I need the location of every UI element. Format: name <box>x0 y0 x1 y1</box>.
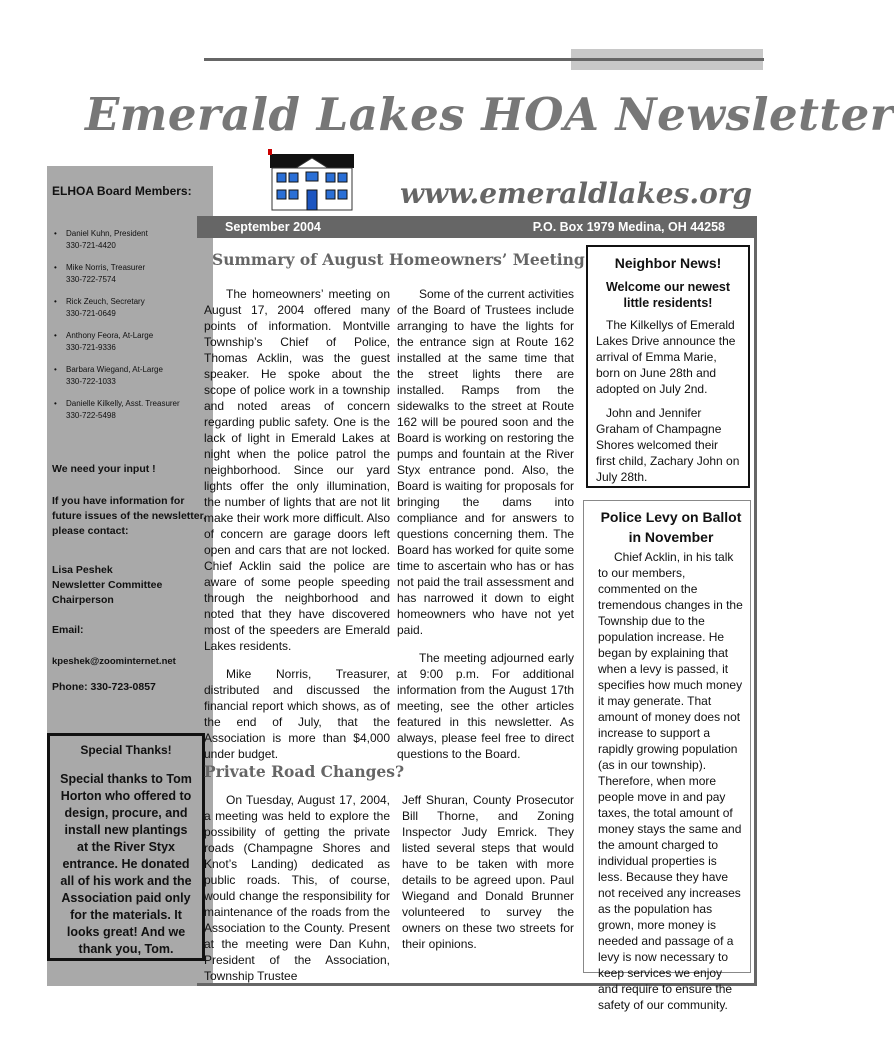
thanks-title: Special Thanks! <box>80 743 172 757</box>
email-label: Email: <box>52 624 84 636</box>
member-item: • Mike Norris, Treasurer 330-722-7574 <box>52 262 212 286</box>
meeting-heading: Summary of August Homeowners’ Meeting <box>212 250 585 269</box>
issue-date: September 2004 <box>225 220 321 234</box>
member-item: • Rick Zeuch, Secretary 330-721-0649 <box>52 296 212 320</box>
input-text: If you have information for future issues of the newsletter, please contact: <box>52 495 207 537</box>
roads-col-2: Jeff Shuran, County Prosecutor Bill Thorne, and Zoning Inspector Judy Emrick. They listed several steps that would have to be taken with more details to be agreed upon. Paul Wiegand and Donald Brunner volunteered to survey the owners on these two streets for their opinions. <box>402 793 574 951</box>
board-title: ELHOA Board Members: <box>52 184 192 198</box>
email-link[interactable]: kpeshek@zoominternet.net <box>52 656 176 667</box>
neighbor-news-box <box>586 245 750 488</box>
neighbor-para: John and Jennifer Graham of Champagne Shores welcomed their first child, Zachary John on July 28th. <box>596 406 740 484</box>
neighbor-title: Neighbor News! <box>614 255 722 271</box>
contact-name: Lisa Peshek <box>52 564 113 576</box>
member-item: • Barbara Wiegand, At-Large 330-722-1033 <box>52 364 212 388</box>
top-rule <box>204 58 764 61</box>
contact-role: Newsletter Committee Chairperson <box>52 579 163 606</box>
board-members-list <box>52 228 212 432</box>
neighbor-para: The Kilkellys of Emerald Lakes Drive announce the arrival of Emma Marie, born on June 28th and adopted on July 2nd. <box>596 318 736 396</box>
neighbor-subtitle: Welcome our newest little residents! <box>605 280 731 310</box>
member-item: • Danielle Kilkelly, Asst. Treasurer 330-722-5498 <box>52 398 212 422</box>
masthead-title: Emerald Lakes HOA Newsletter <box>85 88 894 141</box>
member-item: • Anthony Feora, At-Large 330-721-9336 <box>52 330 212 354</box>
meeting-col-1: The homeowners’ meeting on August 17, 2004 offered many points of information. Montville Township’s Chief of Police, Thomas Acklin, was the guest speaker. He spoke about the scope of police work in a township and noted areas of concern regarding public safety. One is the lack of light in Emerald Lakes at night when the police patrol the neighborhood. Since our yard lights offer the only illumination, the number of lights that are not lit make their work more difficult. Also of concern are garage doors left open and cars that are not locked. Chief Acklin said the police are aware of some people speeding through the neighborhood and noted that they have discovered most of the speeders are Emerald Lakes residents. Mike Norris, Treasurer, distributed and discussed the financial report which shows, as of the end of July, that the Association is more than $4,000 under budget. <box>204 287 390 761</box>
meeting-col-2: Some of the current activities of the Board of Trustees include arranging to have the lights for the entrance sign at Route 162 installed at the same time that the street lights there are installed. Ramps from the sidewalks to the street at Route 162 will be poured soon and the Board is working on restoring the pumps and fountain at the River Styx entrance pond. Also, the Board is waiting for proposals for bringing the dams into compliance and for answers to questions concerning them. The Board has worked for quite some time to ascertain who has or has not paid the trail assessment and has narrowed it down to eight homeowners who have not yet paid. The meeting adjourned early at 9:00 p.m. For additional information from the August 17th meeting, see the other articles featured in this newsletter. As always, please feel free to direct questions to the Board. <box>397 287 574 761</box>
house-icon <box>262 146 358 212</box>
phone: Phone: 330-723-0857 <box>52 681 156 693</box>
input-heading: We need your input ! <box>52 463 156 475</box>
issue-bar <box>197 216 757 238</box>
roads-heading: Private Road Changes? <box>204 762 405 781</box>
police-levy-box <box>583 500 751 1012</box>
issue-address: P.O. Box 1979 Medina, OH 44258 <box>532 220 725 234</box>
special-thanks-box <box>47 733 205 961</box>
thanks-text: Special thanks to Tom Horton who offered to design, procure, and install new plantings at the River Styx entrance. He donated all of his work and the Association paid only for the materials. It looks great! And we thank you, Tom. <box>60 772 192 956</box>
website-url[interactable]: www.emeraldlakes.org <box>400 177 753 210</box>
member-item: • Daniel Kuhn, President 330-721-4420 <box>52 228 212 252</box>
roads-col-1: On Tuesday, August 17, 2004, a meeting was held to explore the possibility of getting the private roads (Champagne Shores and Knot’s Landing) dedicated as public roads. This, of course, would change the responsibility for maintenance of the roads from the Association to the County. Present at the meeting were Dan Kuhn, President of the Association, Township Trustee <box>204 793 390 983</box>
police-text: Chief Acklin, in his talk to our members, commented on the tremendous changes in the Township due to the population increase. He began by explaining that when a levy is passed, it specifies how much money it may generate. That amount of money does not increase to support a rapidly growing population (as in our township). Therefore, when more people move in and pay taxes, the total amount of money stays the same and the amount charged to individual properties is less. Because they have not received any increases as the population has grown, more money is needed and passage of a levy is now necessary to keep services we enjoy and require to ensure the safety of our community. <box>598 550 743 1012</box>
police-title: Police Levy on Ballot in November <box>600 509 742 545</box>
